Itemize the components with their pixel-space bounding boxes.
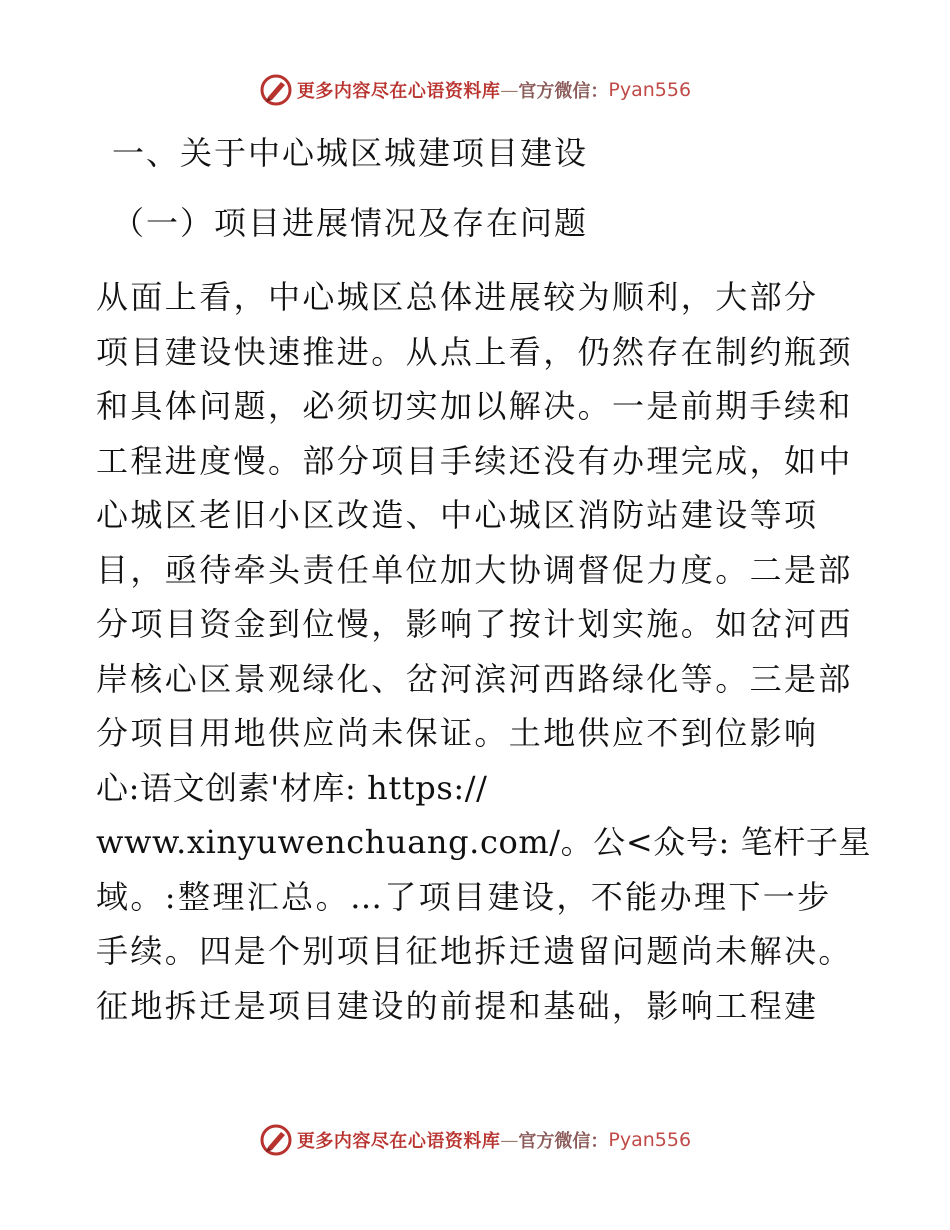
watermark-label: 官方微信：: [518, 81, 609, 102]
body-line: 工程进度慢。部分项目手续还没有办理完成，如中: [96, 441, 853, 480]
body-line: 项目建设快速推进。从点上看，仍然存在制约瓶颈: [96, 332, 853, 371]
body-line: 手续。四是个别项目征地拆迁遗留问题尚未解决。: [96, 932, 853, 970]
body-line: 征地拆迁是项目建设的前提和基础，影响工程建: [96, 986, 819, 1025]
watermark-dash: —: [500, 1129, 519, 1151]
body-line: 心:语文创素'材库: https://: [96, 768, 488, 807]
watermark-label: 官方微信：: [518, 1131, 609, 1152]
section-heading: 一、关于中心城区城建项目建设: [112, 134, 589, 172]
subsection-heading: （一）项目进展情况及存在问题: [112, 204, 589, 242]
body-line: 分项目用地供应尚未保证。土地供应不到位影响: [96, 714, 819, 752]
body-paragraph: [96, 270, 872, 1033]
pen-logo-icon: [259, 1123, 293, 1157]
body-line: www.xinyuwenchuang.com/。公<众号: 笔杆子星: [96, 823, 872, 861]
watermark-text: 更多内容尽在心语资料库: [296, 1131, 501, 1152]
watermark-banner-bottom: [0, 1120, 950, 1160]
body-line: 分项目资金到位慢，影响了按计划实施。如岔河西: [96, 605, 853, 643]
body-line: 和具体问题，必须切实加以解决。一是前期手续和: [96, 387, 853, 425]
body-line: 域。:整理汇总。…了项目建设，不能办理下一步: [96, 877, 832, 916]
watermark-dash: —: [500, 79, 519, 101]
body-line: 岸核心区景观绿化、岔河滨河西路绿化等。三是部: [96, 659, 853, 698]
body-line: 心城区老旧小区改造、中心城区消防站建设等项: [96, 496, 819, 534]
watermark-banner-top: [0, 70, 950, 110]
body-line: 从面上看，中心城区总体进展较为顺利，大部分: [96, 278, 819, 316]
watermark-wechat-id: Pyan556: [608, 79, 692, 101]
body-line: 目，亟待牵头责任单位加大协调督促力度。二是部: [96, 550, 853, 589]
watermark-wechat-id: Pyan556: [608, 1129, 692, 1151]
pen-logo-icon: [259, 73, 293, 107]
watermark-text: 更多内容尽在心语资料库: [296, 81, 501, 102]
